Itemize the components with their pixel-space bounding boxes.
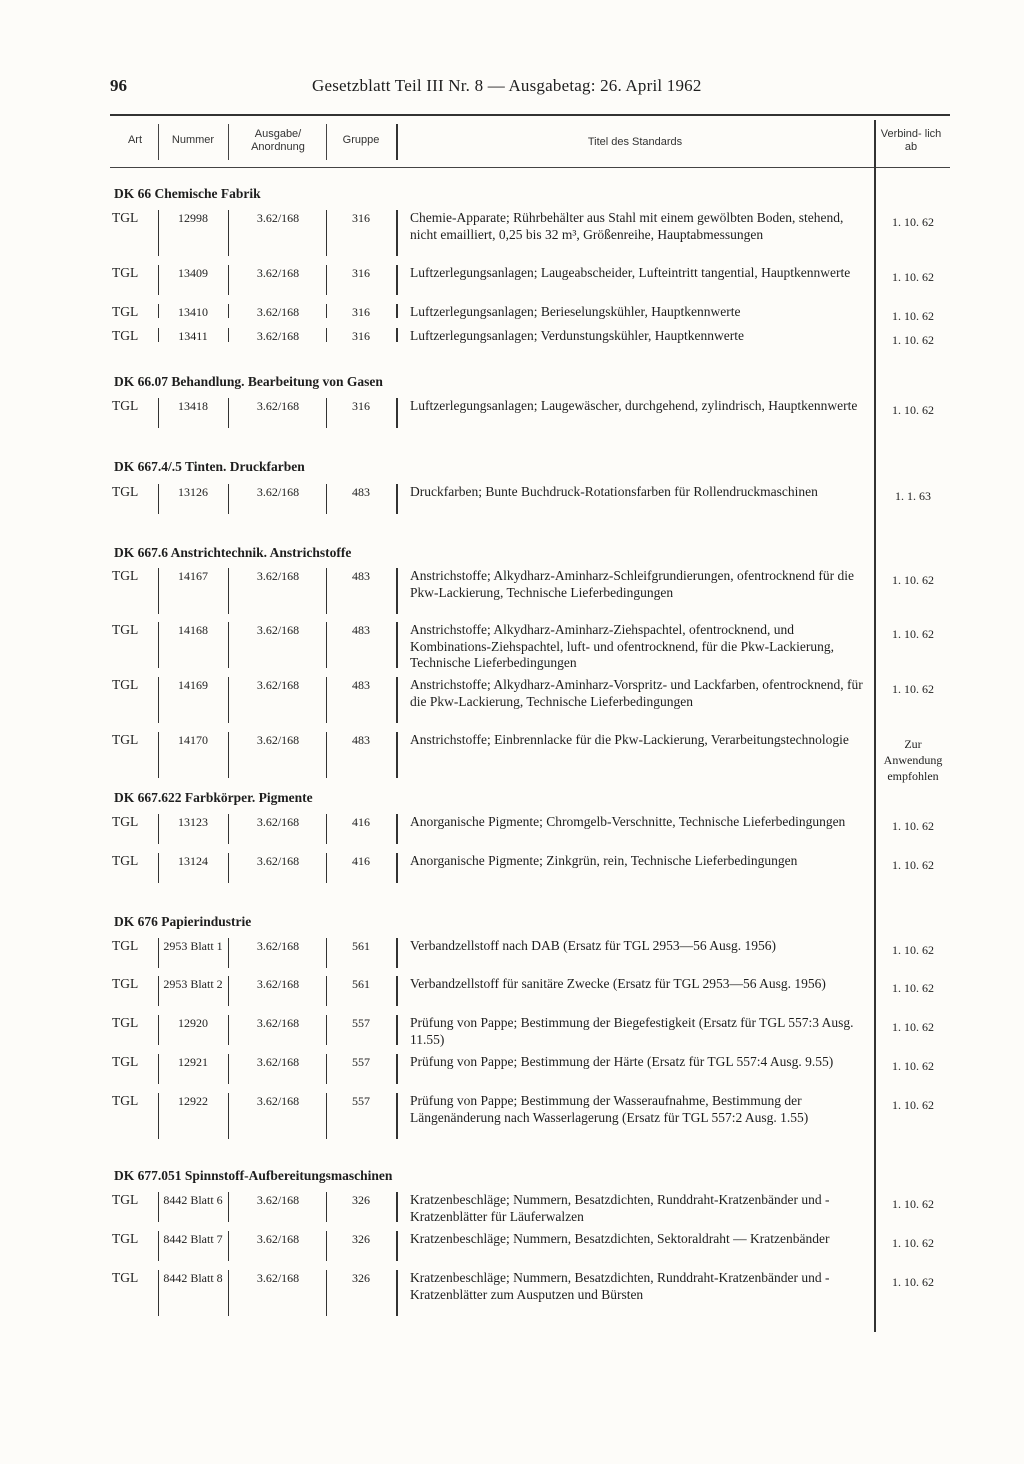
cell-art: TGL	[112, 484, 139, 499]
cell-gruppe: 326	[352, 1271, 370, 1285]
cell-art: TGL	[112, 677, 139, 692]
column-divider	[396, 1093, 398, 1139]
column-divider	[228, 677, 229, 723]
page-title: Gesetzblatt Teil III Nr. 8 — Ausgabetag: 26. April 1962	[312, 76, 702, 95]
column-divider	[326, 304, 327, 318]
column-divider	[158, 265, 159, 295]
cell-titel: Anstrichstoffe; Einbrennlacke für die Pkw-Lackierung, Verarbeitungstechnologie	[410, 732, 849, 747]
cell-titel: Chemie-Apparate; Rührbehälter aus Stahl mit einem gewölbten Boden, stehend, nicht emailliert, 0,25 bis 32 m³, Größenreihe, Hauptabmessungen	[410, 210, 844, 242]
cell-nummer: 12998	[178, 211, 208, 225]
cell-verbindlich: 1. 10. 62	[892, 573, 934, 587]
column-divider	[158, 853, 159, 883]
cell-art: TGL	[112, 732, 139, 747]
column-header-ausgabe: Ausgabe/ Anordnung	[251, 128, 305, 153]
cell-verbindlich: 1. 10. 62	[892, 1098, 934, 1112]
column-divider	[326, 732, 327, 778]
column-divider	[158, 1015, 159, 1045]
column-divider	[326, 568, 327, 614]
section-heading: DK 66.07 Behandlung. Bearbeitung von Gasen	[114, 374, 383, 389]
cell-verbindlich: 1. 10. 62	[892, 1059, 934, 1073]
cell-verbindlich: 1. 10. 62	[892, 1197, 934, 1211]
cell-art: TGL	[112, 976, 139, 991]
cell-titel: Prüfung von Pappe; Bestimmung der Biegefestigkeit (Ersatz für TGL 557:3 Ausg. 11.55)	[410, 1015, 854, 1047]
cell-nummer: 13123	[178, 815, 208, 829]
column-divider	[396, 1270, 398, 1316]
cell-ausgabe: 3.62/168	[256, 854, 300, 868]
column-divider	[228, 1015, 229, 1045]
cell-titel: Luftzerlegungsanlagen; Laugewäscher, durchgehend, zylindrisch, Hauptkennwerte	[410, 398, 858, 413]
cell-art: TGL	[112, 853, 139, 868]
cell-gruppe: 561	[352, 977, 370, 991]
column-divider	[326, 1054, 327, 1084]
column-divider	[228, 622, 229, 668]
column-divider	[228, 1231, 229, 1261]
cell-titel: Anorganische Pigmente; Chromgelb-Verschnitte, Technische Lieferbedingungen	[410, 814, 846, 829]
cell-verbindlich: 1. 10. 62	[892, 1236, 934, 1250]
column-divider	[326, 1231, 327, 1261]
cell-nummer: 12922	[178, 1094, 208, 1108]
cell-titel: Kratzenbeschläge; Nummern, Besatzdichten, Runddraht-Kratzenbänder und -Kratzenblätter zum Ausputzen und Bürsten	[410, 1270, 830, 1302]
column-header-gruppe: Gruppe	[342, 134, 380, 146]
cell-gruppe: 316	[352, 211, 370, 225]
cell-verbindlich: 1. 10. 62	[892, 943, 934, 957]
cell-ausgabe: 3.62/168	[256, 815, 300, 829]
column-divider	[158, 1270, 159, 1316]
cell-gruppe: 316	[352, 329, 370, 343]
column-divider	[396, 210, 398, 256]
cell-art: TGL	[112, 568, 139, 583]
cell-verbindlich: 1. 10. 62	[892, 333, 934, 347]
column-divider	[326, 677, 327, 723]
column-divider	[228, 1192, 229, 1222]
cell-verbindlich: 1. 10. 62	[892, 270, 934, 284]
cell-nummer: 12920	[178, 1016, 208, 1030]
column-divider	[326, 328, 327, 342]
cell-gruppe: 316	[352, 305, 370, 319]
column-divider	[396, 1054, 398, 1084]
column-divider	[326, 1093, 327, 1139]
column-divider	[396, 568, 398, 614]
cell-ausgabe: 3.62/168	[256, 266, 300, 280]
column-divider	[158, 1192, 159, 1222]
cell-art: TGL	[112, 1054, 139, 1069]
cell-verbindlich: 1. 10. 62	[892, 858, 934, 872]
cell-ausgabe: 3.62/168	[256, 569, 300, 583]
column-divider	[228, 938, 229, 968]
cell-titel: Anstrichstoffe; Alkydharz-Aminharz-Ziehspachtel, ofentrocknend, und Kombinations-Ziehspachtel, luft- und ofentrocknend, für die Pkw-Lackierung, Technische Lieferbedingungen	[410, 622, 835, 670]
cell-nummer: 14168	[178, 623, 208, 637]
column-divider	[396, 853, 398, 883]
cell-nummer: 13418	[178, 399, 208, 413]
cell-nummer: 14169	[178, 678, 208, 692]
cell-nummer: 13409	[178, 266, 208, 280]
cell-verbindlich: 1. 10. 62	[892, 682, 934, 696]
cell-gruppe: 483	[352, 623, 370, 637]
column-divider	[228, 732, 229, 778]
cell-titel: Luftzerlegungsanlagen; Verdunstungskühler, Hauptkennwerte	[410, 328, 744, 343]
cell-art: TGL	[112, 814, 139, 829]
cell-titel: Luftzerlegungsanlagen; Berieselungskühler, Hauptkennwerte	[410, 304, 741, 319]
cell-gruppe: 557	[352, 1094, 370, 1108]
cell-ausgabe: 3.62/168	[256, 1055, 300, 1069]
cell-ausgabe: 3.62/168	[256, 678, 300, 692]
cell-titel: Prüfung von Pappe; Bestimmung der Wasseraufnahme, Bestimmung der Längenänderung nach Wasserlagerung (Ersatz für TGL 557:2 Ausg. 1.55)	[410, 1093, 809, 1125]
column-divider	[228, 1270, 229, 1316]
cell-art: TGL	[112, 938, 139, 953]
column-divider	[158, 938, 159, 968]
column-divider	[158, 304, 159, 318]
column-divider	[326, 1192, 327, 1222]
column-divider	[326, 484, 327, 514]
cell-ausgabe: 3.62/168	[256, 1232, 300, 1246]
column-divider	[158, 568, 159, 614]
cell-titel: Druckfarben; Bunte Buchdruck-Rotationsfarben für Rollendruckmaschinen	[410, 484, 818, 499]
cell-gruppe: 483	[352, 569, 370, 583]
column-divider	[228, 210, 229, 256]
cell-titel: Luftzerlegungsanlagen; Laugeabscheider, Lufteintritt tangential, Hauptkennwerte	[410, 265, 851, 280]
cell-titel: Anstrichstoffe; Alkydharz-Aminharz-Vorspritz- und Lackfarben, ofentrocknend, für die Pkw-Lackierung, Technische Lieferbedingungen	[410, 677, 863, 709]
column-divider	[158, 976, 159, 1006]
column-divider	[396, 328, 398, 342]
column-divider	[326, 976, 327, 1006]
cell-nummer: 12921	[178, 1055, 208, 1069]
cell-art: TGL	[112, 398, 139, 413]
cell-art: TGL	[112, 1192, 139, 1207]
column-divider	[396, 265, 398, 295]
cell-art: TGL	[112, 1270, 139, 1285]
cell-gruppe: 483	[352, 733, 370, 747]
cell-verbindlich: 1. 10. 62	[892, 981, 934, 995]
column-divider	[228, 976, 229, 1006]
cell-art: TGL	[112, 1093, 139, 1108]
cell-nummer: 14167	[178, 569, 208, 583]
cell-gruppe: 316	[352, 266, 370, 280]
column-divider	[396, 732, 398, 778]
column-divider	[326, 265, 327, 295]
cell-gruppe: 416	[352, 815, 370, 829]
cell-ausgabe: 3.62/168	[256, 1193, 300, 1207]
cell-titel: Verbandzellstoff nach DAB (Ersatz für TGL 2953—56 Ausg. 1956)	[410, 938, 777, 953]
cell-verbindlich: 1. 10. 62	[892, 403, 934, 417]
cell-nummer: 8442 Blatt 7	[163, 1232, 223, 1246]
cell-art: TGL	[112, 1231, 139, 1246]
cell-nummer: 2953 Blatt 2	[163, 977, 223, 991]
column-divider	[326, 853, 327, 883]
cell-verbindlich: 1. 1. 63	[895, 489, 931, 503]
cell-art: TGL	[112, 210, 139, 225]
section-heading: DK 667.622 Farbkörper. Pigmente	[114, 790, 313, 805]
column-divider	[326, 814, 327, 844]
cell-ausgabe: 3.62/168	[256, 1094, 300, 1108]
column-header-nummer: Nummer	[171, 134, 215, 146]
column-divider	[326, 938, 327, 968]
cell-verbindlich: 1. 10. 62	[892, 1275, 934, 1289]
cell-nummer: 13124	[178, 854, 208, 868]
cell-nummer: 8442 Blatt 6	[163, 1193, 223, 1207]
cell-nummer: 13126	[178, 485, 208, 499]
column-divider	[228, 568, 229, 614]
column-divider	[396, 1015, 398, 1045]
column-divider	[396, 398, 398, 428]
cell-nummer: 8442 Blatt 8	[163, 1271, 223, 1285]
cell-gruppe: 326	[352, 1193, 370, 1207]
cell-art: TGL	[112, 265, 139, 280]
cell-nummer: 14170	[178, 733, 208, 747]
column-divider	[158, 484, 159, 514]
column-divider	[158, 732, 159, 778]
column-divider	[158, 677, 159, 723]
cell-ausgabe: 3.62/168	[256, 623, 300, 637]
column-divider	[228, 1054, 229, 1084]
column-divider	[158, 210, 159, 256]
page-number: 96	[110, 76, 127, 95]
cell-gruppe: 416	[352, 854, 370, 868]
cell-ausgabe: 3.62/168	[256, 211, 300, 225]
cell-verbindlich: 1. 10. 62	[892, 215, 934, 229]
cell-titel: Prüfung von Pappe; Bestimmung der Härte (Ersatz für TGL 557:4 Ausg. 9.55)	[410, 1054, 834, 1069]
cell-art: TGL	[112, 1015, 139, 1030]
column-divider	[396, 1231, 398, 1261]
column-divider	[326, 210, 327, 256]
cell-gruppe: 326	[352, 1232, 370, 1246]
cell-ausgabe: 3.62/168	[256, 1271, 300, 1285]
column-divider	[158, 398, 159, 428]
cell-verbindlich: Zur Anwendung empfohlen	[883, 737, 943, 783]
cell-nummer: 2953 Blatt 1	[163, 939, 223, 953]
cell-gruppe: 316	[352, 399, 370, 413]
column-divider	[326, 1270, 327, 1316]
cell-gruppe: 483	[352, 678, 370, 692]
column-divider	[158, 1093, 159, 1139]
cell-gruppe: 557	[352, 1016, 370, 1030]
cell-ausgabe: 3.62/168	[256, 399, 300, 413]
section-heading: DK 677.051 Spinnstoff-Aufbereitungsmaschinen	[114, 1168, 393, 1183]
cell-nummer: 13410	[178, 305, 208, 319]
cell-titel: Kratzenbeschläge; Nummern, Besatzdichten, Runddraht-Kratzenbänder und -Kratzenblätter für Läuferwalzen	[410, 1192, 830, 1224]
cell-ausgabe: 3.62/168	[256, 733, 300, 747]
cell-art: TGL	[112, 622, 139, 637]
column-divider	[228, 484, 229, 514]
cell-verbindlich: 1. 10. 62	[892, 819, 934, 833]
cell-verbindlich: 1. 10. 62	[892, 627, 934, 641]
cell-ausgabe: 3.62/168	[256, 329, 300, 343]
cell-nummer: 13411	[178, 329, 208, 343]
cell-ausgabe: 3.62/168	[256, 485, 300, 499]
cell-ausgabe: 3.62/168	[256, 1016, 300, 1030]
column-header-verbindlich: Verbind- lich ab	[880, 128, 942, 153]
column-divider	[396, 304, 398, 318]
column-divider	[228, 328, 229, 342]
section-heading: DK 676 Papierindustrie	[114, 914, 252, 929]
column-divider	[228, 398, 229, 428]
column-header-titel: Titel des Standards	[587, 136, 683, 148]
column-header-art: Art	[127, 134, 143, 146]
column-divider	[228, 1093, 229, 1139]
cell-verbindlich: 1. 10. 62	[892, 309, 934, 323]
column-divider	[228, 814, 229, 844]
cell-ausgabe: 3.62/168	[256, 977, 300, 991]
cell-art: TGL	[112, 328, 139, 343]
section-heading: DK 66 Chemische Fabrik	[114, 186, 261, 201]
cell-ausgabe: 3.62/168	[256, 305, 300, 319]
column-divider	[396, 677, 398, 723]
column-divider	[396, 1192, 398, 1222]
column-divider	[158, 814, 159, 844]
column-divider	[158, 1231, 159, 1261]
column-divider	[396, 938, 398, 968]
cell-art: TGL	[112, 304, 139, 319]
section-heading: DK 667.6 Anstrichtechnik. Anstrichstoffe	[114, 545, 352, 560]
column-divider	[326, 622, 327, 668]
cell-verbindlich: 1. 10. 62	[892, 1020, 934, 1034]
section-heading: DK 667.4/.5 Tinten. Druckfarben	[114, 459, 305, 474]
cell-titel: Verbandzellstoff für sanitäre Zwecke (Ersatz für TGL 2953—56 Ausg. 1956)	[410, 976, 826, 991]
column-divider	[326, 398, 327, 428]
column-divider	[158, 622, 159, 668]
column-divider	[396, 484, 398, 514]
column-divider	[396, 814, 398, 844]
cell-titel: Anorganische Pigmente; Zinkgrün, rein, Technische Lieferbedingungen	[410, 853, 798, 868]
column-divider	[396, 976, 398, 1006]
cell-gruppe: 483	[352, 485, 370, 499]
column-divider	[228, 304, 229, 318]
column-divider	[228, 265, 229, 295]
cell-gruppe: 561	[352, 939, 370, 953]
column-divider	[396, 622, 398, 668]
column-divider	[228, 853, 229, 883]
column-divider	[158, 1054, 159, 1084]
cell-ausgabe: 3.62/168	[256, 939, 300, 953]
cell-titel: Anstrichstoffe; Alkydharz-Aminharz-Schleifgrundierungen, ofentrocknend für die Pkw-Lackierung, Technische Lieferbedingungen	[410, 568, 854, 600]
cell-gruppe: 557	[352, 1055, 370, 1069]
cell-titel: Kratzenbeschläge; Nummern, Besatzdichten, Sektoraldraht — Kratzenbänder	[410, 1231, 830, 1246]
column-divider	[158, 328, 159, 342]
column-divider	[326, 1015, 327, 1045]
